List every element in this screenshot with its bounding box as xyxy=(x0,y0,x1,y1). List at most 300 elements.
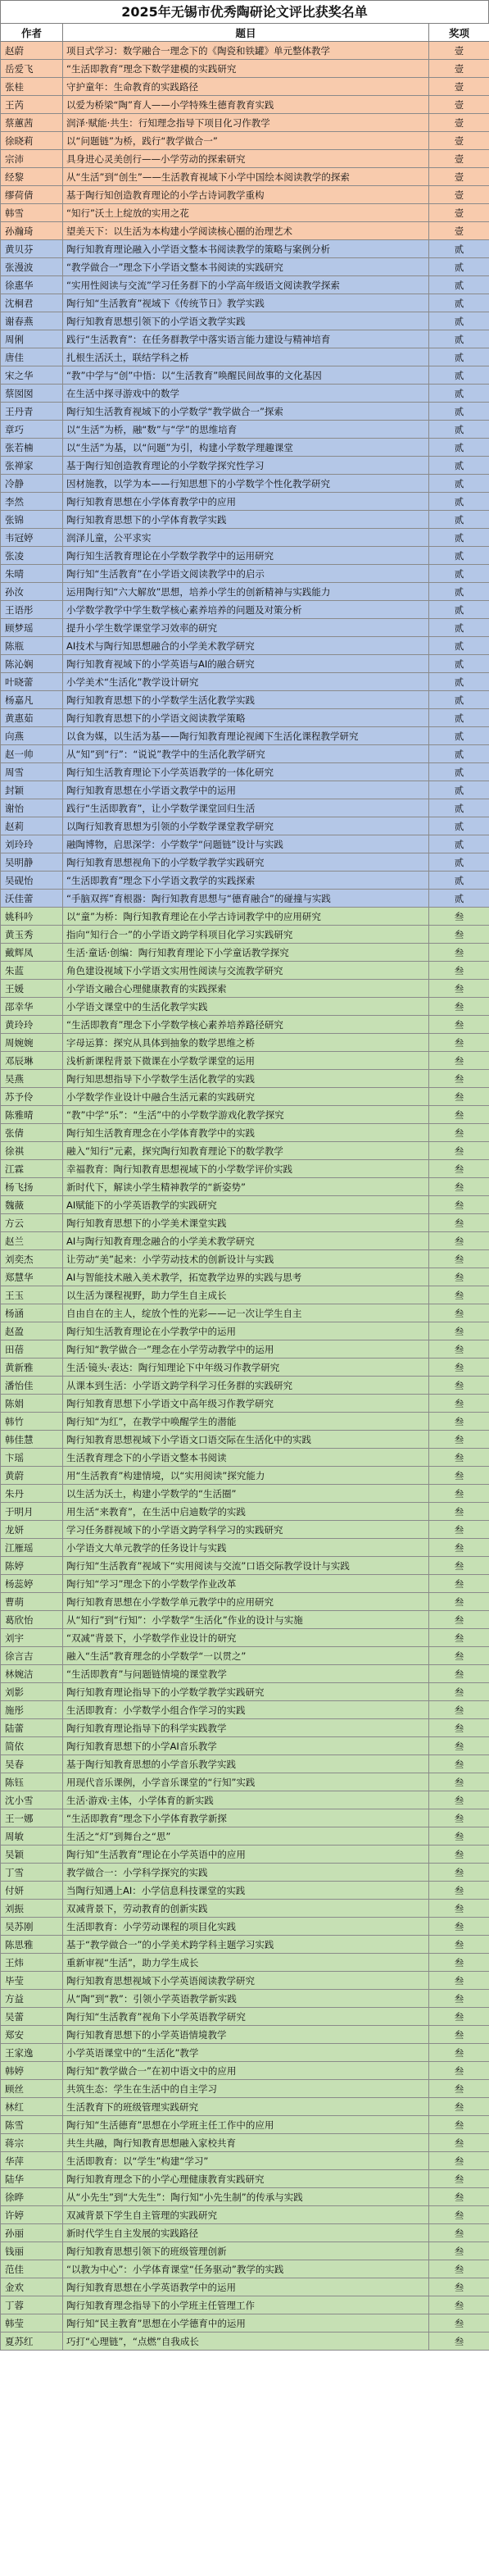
award-cell: 贰 xyxy=(429,781,489,799)
award-cell: 贰 xyxy=(429,853,489,872)
table-row xyxy=(1,2134,489,2152)
table-row xyxy=(1,1809,489,1827)
table-row xyxy=(1,1900,489,1918)
topic-cell: 践行“生活即教育”，让小学数学课堂回归生活 xyxy=(63,799,429,817)
author-cell: 赵莉 xyxy=(1,817,63,835)
award-cell: 贰 xyxy=(429,312,489,330)
author-cell: 姚科吟 xyxy=(1,908,63,926)
author-cell: 冷静 xyxy=(1,475,63,493)
topic-cell: 陶行知教育思想在小学体育教学中的应用 xyxy=(63,493,429,511)
author-cell: 王语彤 xyxy=(1,601,63,619)
author-cell: 郑慧华 xyxy=(1,1268,63,1286)
award-cell: 叁 xyxy=(429,1972,489,1990)
table-row xyxy=(1,2008,489,2026)
author-cell: 杨飞扬 xyxy=(1,1178,63,1196)
table-row xyxy=(1,2116,489,2134)
topic-cell: 生活之“灯”到舞台之“思” xyxy=(63,1827,429,1846)
topic-cell: 陶行知教育思想视域下小学英语阅读教学研究 xyxy=(63,1972,429,1990)
author-cell: 张桂 xyxy=(1,78,63,96)
author-cell: 吴苏刚 xyxy=(1,1918,63,1936)
topic-cell: 用“生活教育”构建情境，以“实用阅读”探究能力 xyxy=(63,1467,429,1485)
topic-cell: 陶行知“民主教育”思想在小学德育中的运用 xyxy=(63,2314,429,2333)
topic-cell: 新时代学生自主发展的实践路径 xyxy=(63,2224,429,2242)
award-cell: 叁 xyxy=(429,1016,489,1034)
author-cell: 杨蕊婷 xyxy=(1,1575,63,1593)
topic-cell: 陶行知教育思想在小学英语教学中的运用 xyxy=(63,2278,429,2296)
table-row xyxy=(1,2278,489,2296)
author-cell: 范佳 xyxy=(1,2260,63,2278)
table-row xyxy=(1,1557,489,1575)
topic-cell: 陶行知“生活教育”理论在小学英语中的应用 xyxy=(63,1846,429,1864)
table-row xyxy=(1,2242,489,2260)
topic-cell: 陶行知教育思想下小学语文中高年级习作教学研究 xyxy=(63,1395,429,1413)
table-row xyxy=(1,366,489,385)
table-row xyxy=(1,1142,489,1160)
topic-cell: 共筑生态：学生在生活中的自主学习 xyxy=(63,2080,429,2098)
topic-cell: 教学做合一：小学科学探究的实践 xyxy=(63,1864,429,1882)
topic-cell: 陶行知教育思想在小学数学单元教学中的应用研究 xyxy=(63,1593,429,1611)
award-cell: 叁 xyxy=(429,2170,489,2188)
award-cell: 壹 xyxy=(429,204,489,222)
award-cell: 叁 xyxy=(429,1052,489,1070)
author-cell: 吴明静 xyxy=(1,853,63,872)
topic-cell: 融入“知行”元素，探究陶行知教育理论下的数学教学 xyxy=(63,1142,429,1160)
award-cell: 叁 xyxy=(429,1449,489,1467)
topic-cell: 润泽儿童，公平求实 xyxy=(63,529,429,547)
table-row xyxy=(1,2314,489,2333)
table-row xyxy=(1,1016,489,1034)
table-row xyxy=(1,583,489,601)
table-row xyxy=(1,2333,489,2351)
author-cell: 赵盈 xyxy=(1,1322,63,1340)
author-cell: 陈钰 xyxy=(1,1773,63,1791)
author-cell: 夏苏红 xyxy=(1,2333,63,2351)
award-cell: 叁 xyxy=(429,2026,489,2044)
table-row xyxy=(1,1827,489,1846)
table-row xyxy=(1,817,489,835)
topic-cell: 陶行知教育思想下的小学AI音乐教学 xyxy=(63,1737,429,1755)
table-row xyxy=(1,872,489,890)
award-cell: 叁 xyxy=(429,1755,489,1773)
award-cell: 叁 xyxy=(429,1683,489,1701)
award-cell: 贰 xyxy=(429,565,489,583)
author-cell: 杨嘉凡 xyxy=(1,691,63,709)
table-row xyxy=(1,330,489,348)
author-cell: 徐惠华 xyxy=(1,276,63,294)
author-cell: 张若楠 xyxy=(1,439,63,457)
table-row xyxy=(1,493,489,511)
award-cell: 叁 xyxy=(429,2116,489,2134)
topic-cell: 以“童”为桥：陶行知教育理论在小学古诗词教学中的应用研究 xyxy=(63,908,429,926)
award-cell: 叁 xyxy=(429,1196,489,1214)
award-cell: 叁 xyxy=(429,926,489,944)
award-cell: 叁 xyxy=(429,1575,489,1593)
topic-cell: 双减背景下学生自主管理的实践研究 xyxy=(63,2206,429,2224)
award-cell: 叁 xyxy=(429,1900,489,1918)
table-row xyxy=(1,294,489,312)
award-cell: 贰 xyxy=(429,745,489,763)
award-cell: 贰 xyxy=(429,583,489,601)
topic-cell: 生活·镜头·表达：陶行知理论下中年级习作教学研究 xyxy=(63,1359,429,1377)
topic-cell: 陶行知“生活德育”思想在小学班主任工作中的应用 xyxy=(63,2116,429,2134)
award-cell: 贰 xyxy=(429,385,489,403)
topic-cell: 陶行知生活教育理念在小学体育教学中的实践 xyxy=(63,1124,429,1142)
table-row xyxy=(1,348,489,366)
table-row xyxy=(1,1178,489,1196)
award-cell: 壹 xyxy=(429,150,489,168)
table-row xyxy=(1,1936,489,1954)
author-cell: 孙丽 xyxy=(1,2224,63,2242)
author-cell: 王炜 xyxy=(1,1954,63,1972)
author-cell: 张漫波 xyxy=(1,258,63,276)
author-cell: 孙汝 xyxy=(1,583,63,601)
table-row xyxy=(1,1286,489,1304)
author-cell: 施彤 xyxy=(1,1701,63,1719)
award-cell: 叁 xyxy=(429,2098,489,2116)
topic-cell: “以教为中心”：小学体育课堂“任务驱动”教学的实践 xyxy=(63,2260,429,2278)
award-cell: 贰 xyxy=(429,727,489,745)
topic-cell: 陶行知教育思想视域下小学语文口语交际在生活化中的实践 xyxy=(63,1431,429,1449)
table-row xyxy=(1,1340,489,1359)
author-cell: 杨涵 xyxy=(1,1304,63,1322)
author-cell: 韩莹 xyxy=(1,2314,63,2333)
author-cell: 曹萌 xyxy=(1,1593,63,1611)
award-cell: 贰 xyxy=(429,619,489,637)
author-cell: 周雪 xyxy=(1,763,63,781)
table-row xyxy=(1,1250,489,1268)
award-cell: 叁 xyxy=(429,2008,489,2026)
topic-cell: “教”中学“乐”：“生活”中的小学数学游戏化教学探究 xyxy=(63,1106,429,1124)
topic-cell: 浅析新课程背景下微课在小学数学课堂的运用 xyxy=(63,1052,429,1070)
award-cell: 贰 xyxy=(429,366,489,385)
award-cell: 贰 xyxy=(429,276,489,294)
award-cell: 叁 xyxy=(429,1503,489,1521)
topic-cell: 小学语文课堂中的生活化教学实践 xyxy=(63,998,429,1016)
table-row xyxy=(1,132,489,150)
award-cell: 贰 xyxy=(429,439,489,457)
table-row xyxy=(1,1124,489,1142)
author-cell: 陈沁娴 xyxy=(1,655,63,673)
topic-cell: 从“生活”到“创生”——生活教育视域下小学中国绘本阅读教学的探索 xyxy=(63,168,429,186)
topic-cell: 陶行知生活教育理论下小学英语教学的一体化研究 xyxy=(63,763,429,781)
topic-cell: 陶行知教育理论融入小学语文整本书阅读教学的策略与案例分析 xyxy=(63,240,429,258)
author-cell: 黄惠茹 xyxy=(1,709,63,727)
topic-cell: 角色建设视域下小学语文实用性阅读与交流教学研究 xyxy=(63,962,429,980)
header-row xyxy=(1,24,489,42)
column-header-award: 奖项 xyxy=(429,24,489,42)
table-row xyxy=(1,150,489,168)
award-cell: 贰 xyxy=(429,817,489,835)
author-cell: 王家逸 xyxy=(1,2044,63,2062)
author-cell: 陆蕾 xyxy=(1,1719,63,1737)
award-table xyxy=(0,23,489,2351)
award-cell: 叁 xyxy=(429,1701,489,1719)
award-cell: 壹 xyxy=(429,222,489,240)
topic-cell: 陶行知教育思想引领下的小学语文教学实践 xyxy=(63,312,429,330)
author-cell: 潘怡佳 xyxy=(1,1377,63,1395)
award-cell: 贰 xyxy=(429,709,489,727)
author-cell: 刘振 xyxy=(1,1900,63,1918)
award-cell: 叁 xyxy=(429,1359,489,1377)
table-row xyxy=(1,2260,489,2278)
topic-cell: 陶行知生活教育理论在小学数学教学中的运用研究 xyxy=(63,547,429,565)
table-row xyxy=(1,619,489,637)
author-cell: 张禅家 xyxy=(1,457,63,475)
award-cell: 叁 xyxy=(429,1322,489,1340)
table-row xyxy=(1,2188,489,2206)
author-cell: 卞瑶 xyxy=(1,1449,63,1467)
award-cell: 贰 xyxy=(429,547,489,565)
author-cell: 吴蕾 xyxy=(1,2008,63,2026)
table-row xyxy=(1,276,489,294)
table-row xyxy=(1,781,489,799)
table-row xyxy=(1,835,489,853)
table-row xyxy=(1,114,489,132)
author-cell: 封颖 xyxy=(1,781,63,799)
table-row xyxy=(1,799,489,817)
topic-cell: 融陶博物，启思深学：小学数学“问题链”设计与实践 xyxy=(63,835,429,853)
table-row xyxy=(1,1683,489,1701)
author-cell: 顾梦瑶 xyxy=(1,619,63,637)
column-header-author: 作者 xyxy=(1,24,63,42)
topic-cell: 小学语文融合心理健康教育的实践探索 xyxy=(63,980,429,998)
topic-cell: “生活即教育”理念下小学语文教学的实践探索 xyxy=(63,872,429,890)
award-cell: 贰 xyxy=(429,691,489,709)
award-cell: 贰 xyxy=(429,240,489,258)
topic-cell: 陶行知教育思想下的小学美术课堂实践 xyxy=(63,1214,429,1232)
award-cell: 壹 xyxy=(429,60,489,78)
topic-cell: “生活即教育”理念下小学体育教学新探 xyxy=(63,1809,429,1827)
author-cell: 王芮 xyxy=(1,96,63,114)
author-cell: 黄玲玲 xyxy=(1,1016,63,1034)
author-cell: 吴春 xyxy=(1,1755,63,1773)
topic-cell: AI赋能下的小学英语教学的实践研究 xyxy=(63,1196,429,1214)
table-row xyxy=(1,1196,489,1214)
award-cell: 叁 xyxy=(429,2333,489,2351)
topic-cell: 以“生活”为桥，融“数”与“学”的思维培育 xyxy=(63,421,429,439)
award-cell: 贰 xyxy=(429,637,489,655)
topic-cell: 基于“教学做合一”的小学美术跨学科主题学习实践 xyxy=(63,1936,429,1954)
table-row xyxy=(1,2080,489,2098)
award-cell: 叁 xyxy=(429,1232,489,1250)
award-cell: 叁 xyxy=(429,1593,489,1611)
topic-cell: 基于陶行知创造教育理论的小学数学探究性学习 xyxy=(63,457,429,475)
author-cell: 陈雪 xyxy=(1,2116,63,2134)
table-row xyxy=(1,1431,489,1449)
award-cell: 叁 xyxy=(429,1395,489,1413)
award-cell: 叁 xyxy=(429,2080,489,2098)
award-cell: 贰 xyxy=(429,799,489,817)
author-cell: 张倩 xyxy=(1,1124,63,1142)
award-cell: 叁 xyxy=(429,1954,489,1972)
award-cell: 叁 xyxy=(429,1827,489,1846)
award-cell: 叁 xyxy=(429,1773,489,1791)
author-cell: 黄玉秀 xyxy=(1,926,63,944)
table-row xyxy=(1,403,489,421)
topic-cell: “生活即教育”理念下小学数学核心素养培养路径研究 xyxy=(63,1016,429,1034)
author-cell: 陈雅晴 xyxy=(1,1106,63,1124)
table-row xyxy=(1,1359,489,1377)
table-header xyxy=(1,24,489,42)
table-row xyxy=(1,1214,489,1232)
author-cell: 朱蓝 xyxy=(1,962,63,980)
award-cell: 叁 xyxy=(429,1088,489,1106)
table-row xyxy=(1,1575,489,1593)
topic-cell: 陶行知教育思想下的小学体育教学实践 xyxy=(63,511,429,529)
topic-cell: 陶行知教育思想视角下的小学数学教学实践研究 xyxy=(63,853,429,872)
topic-cell: 小学语文大单元教学的任务设计与实践 xyxy=(63,1539,429,1557)
author-cell: 缪荷倩 xyxy=(1,186,63,204)
award-cell: 叁 xyxy=(429,2278,489,2296)
table-row xyxy=(1,475,489,493)
topic-cell: 陶行知生活教育视域下的小学数学“教学做合一”探索 xyxy=(63,403,429,421)
topic-cell: 项目式学习：数学融合一理念下的《陶瓷和铁罐》单元整体教学 xyxy=(63,42,429,60)
table-row xyxy=(1,727,489,745)
topic-cell: 小学美术“生活化”教学设计研究 xyxy=(63,673,429,691)
table-row xyxy=(1,1485,489,1503)
topic-cell: 从课本到生活：小学语文跨学科学习任务群的实践研究 xyxy=(63,1377,429,1395)
topic-cell: 以“生活”为基，以“问题”为引，构建小学数学理趣课堂 xyxy=(63,439,429,457)
table-row xyxy=(1,511,489,529)
author-cell: 戴辉凤 xyxy=(1,944,63,962)
topic-cell: 陶行知“为红”，在教学中唤醒学生的潜能 xyxy=(63,1413,429,1431)
topic-cell: 用现代音乐课例，小学音乐课堂的“行知”实践 xyxy=(63,1773,429,1791)
author-cell: 毕莹 xyxy=(1,1972,63,1990)
award-cell: 壹 xyxy=(429,42,489,60)
topic-cell: 基于陶行知创造教育理论的小学古诗词教学重构 xyxy=(63,186,429,204)
author-cell: 蔡囡囡 xyxy=(1,385,63,403)
award-cell: 贰 xyxy=(429,294,489,312)
topic-cell: 新时代下，解读小学生精神教学的“新姿势” xyxy=(63,1178,429,1196)
award-cell: 贰 xyxy=(429,493,489,511)
topic-cell: 自由自在的主人，绽放个性的光彩——记一次让学生自主 xyxy=(63,1304,429,1322)
award-cell: 叁 xyxy=(429,2152,489,2170)
author-cell: 陈婷 xyxy=(1,1557,63,1575)
author-cell: 王媛 xyxy=(1,980,63,998)
topic-cell: 生活教育下的班级管理实践研究 xyxy=(63,2098,429,2116)
table-row xyxy=(1,926,489,944)
author-cell: 方云 xyxy=(1,1214,63,1232)
author-cell: 朱丹 xyxy=(1,1485,63,1503)
table-row xyxy=(1,1665,489,1683)
topic-cell: 以生活为课程视野，助力学生自主成长 xyxy=(63,1286,429,1304)
topic-cell: 润泽·赋能·共生：行知理念指导下项目化习作教学 xyxy=(63,114,429,132)
table-row xyxy=(1,96,489,114)
table-row xyxy=(1,1972,489,1990)
author-cell: 刘奕杰 xyxy=(1,1250,63,1268)
table-row xyxy=(1,547,489,565)
topic-cell: AI与智能技术融入美术教学，拓宽教学边界的实践与思考 xyxy=(63,1268,429,1286)
award-cell: 叁 xyxy=(429,1377,489,1395)
table-row xyxy=(1,1882,489,1900)
table-row xyxy=(1,1990,489,2008)
table-row xyxy=(1,637,489,655)
award-cell: 贰 xyxy=(429,258,489,276)
topic-cell: 从“知行”到“行知”：小学数学“生活化”作业的设计与实施 xyxy=(63,1611,429,1629)
award-cell: 壹 xyxy=(429,96,489,114)
author-cell: 经黎 xyxy=(1,168,63,186)
table-row xyxy=(1,944,489,962)
award-cell: 叁 xyxy=(429,1124,489,1142)
topic-cell: 让劳动“美”起来：小学劳动技术的创新设计与实践 xyxy=(63,1250,429,1268)
page-title: 2025年无锡市优秀陶研论文评比获奖名单 xyxy=(0,0,489,23)
table-row xyxy=(1,2044,489,2062)
table-row xyxy=(1,529,489,547)
author-cell: 谢怡 xyxy=(1,799,63,817)
topic-cell: 以爱为桥梁“陶”育人——小学特殊生德育教育实践 xyxy=(63,96,429,114)
award-cell: 叁 xyxy=(429,1160,489,1178)
table-row xyxy=(1,240,489,258)
award-cell: 贰 xyxy=(429,457,489,475)
author-cell: 韩竹 xyxy=(1,1413,63,1431)
table-row xyxy=(1,1918,489,1936)
award-cell: 贰 xyxy=(429,835,489,853)
author-cell: 朱晴 xyxy=(1,565,63,583)
table-row xyxy=(1,998,489,1016)
table-row xyxy=(1,745,489,763)
author-cell: 张锦 xyxy=(1,511,63,529)
topic-cell: 陶行知教育思想引领下的班级管理创新 xyxy=(63,2242,429,2260)
author-cell: 华萍 xyxy=(1,2152,63,2170)
topic-cell: 重新审视“生活”，助力学生成长 xyxy=(63,1954,429,1972)
author-cell: 陈思雅 xyxy=(1,1936,63,1954)
table-row xyxy=(1,1160,489,1178)
author-cell: 邓辰琳 xyxy=(1,1052,63,1070)
table-row xyxy=(1,1954,489,1972)
award-cell: 叁 xyxy=(429,1467,489,1485)
award-cell: 叁 xyxy=(429,1521,489,1539)
table-row xyxy=(1,709,489,727)
topic-cell: “知行”沃土上绽放的实用之花 xyxy=(63,204,429,222)
table-row xyxy=(1,2296,489,2314)
award-cell: 叁 xyxy=(429,1431,489,1449)
award-cell: 叁 xyxy=(429,1611,489,1629)
award-cell: 叁 xyxy=(429,1142,489,1160)
topic-cell: “手脑双挥”育根器：陶行知教育思想与“德育融合”的碰撞与实践 xyxy=(63,890,429,908)
table-row xyxy=(1,60,489,78)
award-cell: 贰 xyxy=(429,475,489,493)
author-cell: 沈桐君 xyxy=(1,294,63,312)
topic-cell: 以生活为沃土，构建小学数学的“生活圈” xyxy=(63,1485,429,1503)
author-cell: 唐佳 xyxy=(1,348,63,366)
author-cell: 徐祺 xyxy=(1,1142,63,1160)
author-cell: 韩佳慧 xyxy=(1,1431,63,1449)
topic-cell: 基于陶行知教育思想的小学音乐教学实践 xyxy=(63,1755,429,1773)
award-cell: 叁 xyxy=(429,962,489,980)
award-cell: 叁 xyxy=(429,1882,489,1900)
table-row xyxy=(1,439,489,457)
topic-cell: 从“陶”到“教”：引领小学英语教学新实践 xyxy=(63,1990,429,2008)
author-cell: 吴砚怡 xyxy=(1,872,63,890)
topic-cell: “双减”背景下，小学数学作业设计的研究 xyxy=(63,1629,429,1647)
table-row xyxy=(1,1719,489,1737)
table-row xyxy=(1,2206,489,2224)
topic-cell: 以食为媒，以生活为基——陶行知教育理论视阈下生活化课程教学研究 xyxy=(63,727,429,745)
table-row xyxy=(1,42,489,60)
award-cell: 叁 xyxy=(429,1936,489,1954)
author-cell: 林红 xyxy=(1,2098,63,2116)
topic-cell: 共生共融，陶行知教育思想融入家校共育 xyxy=(63,2134,429,2152)
topic-cell: 在生活中探寻游戏中的数学 xyxy=(63,385,429,403)
table-row xyxy=(1,980,489,998)
award-cell: 叁 xyxy=(429,1629,489,1647)
table-row xyxy=(1,1088,489,1106)
author-cell: 郑安 xyxy=(1,2026,63,2044)
topic-cell: 陶行知教育思想下的小学英语情境教学 xyxy=(63,2026,429,2044)
award-cell: 壹 xyxy=(429,114,489,132)
topic-cell: “教”中学与“创”中悟：以“生活教育”唤醒民间故事的文化基因 xyxy=(63,366,429,385)
award-cell: 贰 xyxy=(429,601,489,619)
